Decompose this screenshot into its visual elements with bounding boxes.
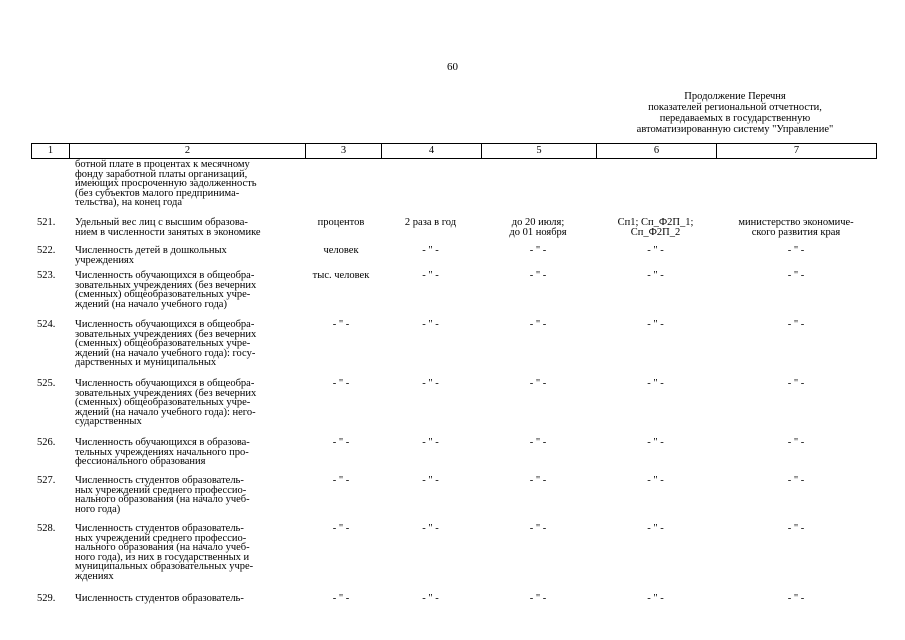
text-line: - " - [529,319,547,330]
indicator-text [75,476,301,514]
text-line: ждений (на начало учебного года) [75,298,227,310]
document-heading [580,91,890,135]
text-line: Удельный вес лиц с высшим образова- [75,217,248,228]
text-line: - " - [422,593,439,604]
text-line: - " - [647,245,664,256]
deadline-cell [483,271,593,281]
text-line: дарственных и муниципальных [75,357,217,369]
text-line: фонду заработной платы организаций, [75,168,248,180]
column-header: 5 [482,144,597,159]
text-line: Численность студентов образователь- [75,475,244,486]
text-line: - " - [529,245,547,256]
row-number: 521. [37,217,56,228]
text-line: - " - [647,437,664,448]
text-line: зовательных учреждениях (без вечерних [75,279,257,291]
text-line: - " - [647,270,664,281]
text-line: нием в численности занятых в экономике [75,226,261,238]
deadline-cell [483,476,593,486]
heading-line: Продолжение Перечня [684,91,786,102]
text-line: ского развития края [751,226,841,238]
column-header-row [31,143,877,159]
text-line: (сменных) общеобразовательных учре- [75,289,251,301]
text-line: - " - [422,245,439,256]
row-number: 528. [37,523,56,534]
indicator-text [75,271,301,309]
organization-cell [716,594,876,604]
text-line: - " - [787,523,805,534]
text-line: - " - [529,593,547,604]
organization-cell [716,524,876,534]
source-cell [598,379,713,389]
text-line: министерство экономиче- [738,217,854,228]
text-line: учреждениях [75,254,135,266]
text-line: фессионального образования [75,456,206,468]
deadline-cell [483,218,593,237]
text-line: нального образования (на начало учеб- [75,542,250,554]
text-line: - " - [787,245,805,256]
unit-cell: - " - [332,437,350,448]
row-number: 526. [37,437,56,448]
indicator-text [75,379,301,427]
text-line: - " - [787,475,805,486]
row-number: 522. [37,245,56,256]
text-line: - " - [787,593,805,604]
text-line: - " - [647,378,664,389]
source-cell [598,476,713,486]
organization-cell [716,379,876,389]
text-line: - " - [787,319,805,330]
indicator-text [75,320,301,368]
period-cell [383,320,478,330]
unit-cell: - " - [332,319,350,330]
text-line: ного года), из них в государственных и [75,551,250,563]
text-line: - " - [647,475,664,486]
heading-line: передаваемых в государственную [659,113,811,124]
text-line: - " - [529,270,547,281]
period-cell [383,218,478,228]
period-cell [383,271,478,281]
period-cell [383,246,478,256]
unit-cell: процентов [317,217,365,228]
text-line: тельных учреждениях начального про- [75,446,249,458]
text-line: Сп1; Сп_Ф2П_1; [617,217,694,228]
indicator-text [75,218,301,237]
column-header: 7 [717,144,877,159]
deadline-cell [483,320,593,330]
text-line: муниципальных образовательных учре- [75,561,254,573]
text-line: ждений (на начало учебного года): него- [75,406,256,418]
text-line: - " - [529,523,547,534]
deadline-cell [483,524,593,534]
indicator-text [75,160,301,208]
text-line: - " - [422,475,439,486]
text-line: до 20 июля; [511,217,565,228]
period-cell [383,379,478,389]
column-header: 6 [597,144,717,159]
source-cell [598,246,713,256]
text-line: - " - [529,437,547,448]
row-number: 524. [37,319,56,330]
text-line: ботной плате в процентах к месячному [75,159,250,170]
period-cell [383,594,478,604]
column-header: 3 [306,144,382,159]
text-line: - " - [647,593,664,604]
column-header: 2 [70,144,306,159]
text-line: - " - [422,523,439,534]
text-line: ного года) [75,503,121,515]
text-line: Сп_Ф2П_2 [630,226,681,238]
text-line: зовательных учреждениях (без вечерних [75,328,257,340]
deadline-cell [483,379,593,389]
organization-cell [716,476,876,486]
text-line: ных учреждений среднего профессио- [75,484,247,496]
unit-cell: тыс. человек [312,270,370,281]
text-line: - " - [647,523,664,534]
text-line: - " - [422,270,439,281]
organization-cell [716,438,876,448]
organization-cell [716,271,876,281]
text-line: - " - [529,475,547,486]
deadline-cell [483,594,593,604]
text-line: до 01 ноября [509,226,567,238]
source-cell [598,524,713,534]
organization-cell [716,218,876,237]
text-line: - " - [529,378,547,389]
period-cell [383,476,478,486]
text-line: - " - [787,437,805,448]
text-line: (сменных) общеобразовательных учре- [75,397,251,409]
column-header: 1 [32,144,70,159]
text-line: - " - [422,378,439,389]
text-line: тельства), на конец года [75,197,182,209]
row-number: 529. [37,593,56,604]
text-line: (сменных) общеобразовательных учре- [75,338,251,350]
unit-cell: - " - [332,593,350,604]
source-cell [598,320,713,330]
text-line: Численность студентов образователь- [75,523,244,534]
text-line: 2 раза в год [404,217,457,228]
text-line: - " - [787,378,805,389]
text-line: Численность студентов образователь- [75,593,244,604]
text-line: имеющих просроченную задолженность [75,178,257,190]
column-header: 4 [382,144,482,159]
text-line: Численность обучающихся в образова- [75,437,250,448]
unit-cell: - " - [332,523,350,534]
text-line: ждений (на начало учебного года): госу- [75,347,256,359]
period-cell [383,524,478,534]
indicator-text [75,524,301,582]
text-line: - " - [422,319,439,330]
text-line: ных учреждений среднего профессио- [75,532,247,544]
text-line: сударственных [75,416,142,428]
indicator-text [75,246,301,265]
text-line: - " - [422,437,439,448]
text-line: ждениях [75,570,114,582]
source-cell [598,218,713,237]
page-number: 60 [447,61,458,73]
unit-cell: человек [323,245,359,256]
indicator-text [75,438,301,467]
row-number: 525. [37,378,56,389]
text-line: - " - [787,270,805,281]
text-line: Численность обучающихся в общеобра- [75,270,255,281]
deadline-cell [483,246,593,256]
unit-cell: - " - [332,475,350,486]
source-cell [598,594,713,604]
heading-line: автоматизированную систему "Управление" [636,124,834,135]
text-line: Численность обучающихся в общеобра- [75,378,255,389]
row-number: 527. [37,475,56,486]
source-cell [598,438,713,448]
indicator-text [75,594,301,604]
text-line: (без субъектов малого предпринима- [75,187,240,199]
text-line: зовательных учреждениях (без вечерних [75,387,257,399]
deadline-cell [483,438,593,448]
text-line: нального образования (на начало учеб- [75,494,250,506]
source-cell [598,271,713,281]
heading-line: показателей региональной отчетности, [648,102,822,113]
unit-cell: - " - [332,378,350,389]
text-line: - " - [647,319,664,330]
organization-cell [716,246,876,256]
organization-cell [716,320,876,330]
text-line: Численность обучающихся в общеобра- [75,319,255,330]
period-cell [383,438,478,448]
row-number: 523. [37,270,56,281]
text-line: Численность детей в дошкольных [75,245,227,256]
